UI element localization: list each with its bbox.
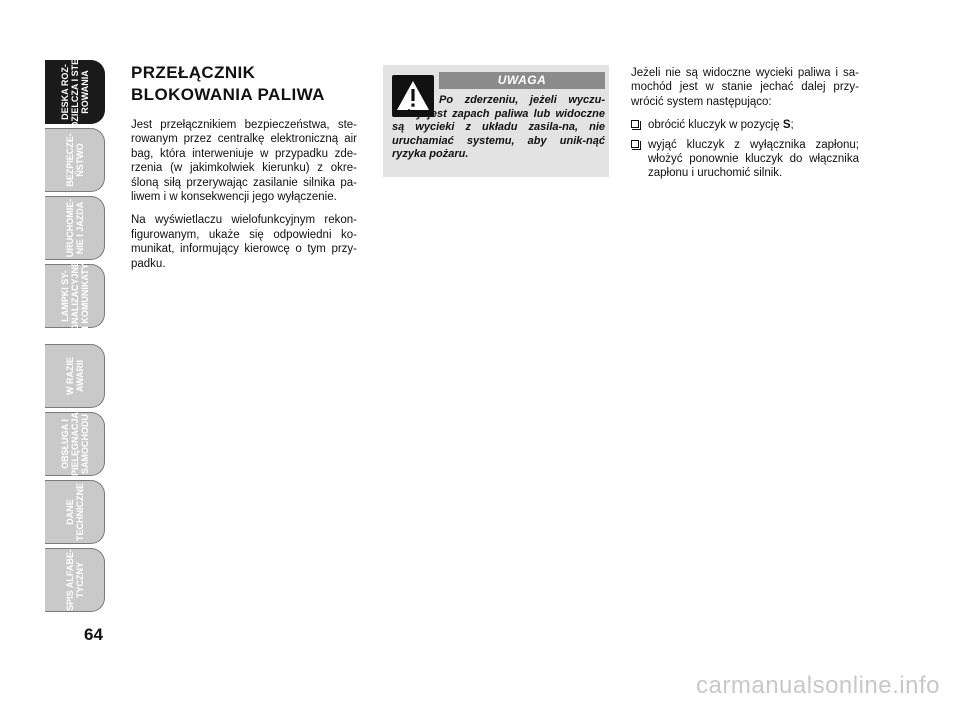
checkbox-bullet-icon (631, 120, 639, 128)
page-number: 64 (84, 625, 103, 644)
tab-spis-alfabetyczny[interactable] (45, 548, 105, 612)
tab-label: OBSŁUGA I PIELĘGNACJA SAMOCHODU (59, 411, 90, 477)
tab-uruchomienie[interactable] (45, 196, 105, 260)
warning-box (383, 65, 609, 177)
tab-bezpieczenstwo[interactable] (45, 128, 105, 192)
tab-label: W RAZIE AWARII (64, 357, 85, 395)
tab-w-razie-awarii[interactable] (45, 344, 105, 408)
tab-obsluga[interactable] (45, 412, 105, 476)
list-item (631, 118, 859, 132)
section-title: PRZEŁĄCZNIK BLOKOWANIA PALIWA (131, 63, 325, 104)
tab-lampki[interactable] (45, 260, 105, 332)
warning-title: UWAGA (439, 72, 605, 89)
tab-label: URUCHOMIE- NIE I JAZDA (64, 198, 85, 258)
left-column (131, 62, 357, 280)
step-text: obrócić kluczyk w pozycję (648, 119, 783, 132)
tab-label: DANE TECHNICZNE (64, 483, 85, 541)
key-position: S (782, 119, 791, 132)
list-item (631, 138, 859, 181)
tab-label: SPIS ALFABE- TYCZNY (64, 549, 85, 611)
right-column (631, 62, 859, 186)
step-suffix: ; (790, 119, 794, 132)
watermark: carmanualsonline.info (696, 672, 940, 699)
paragraph: Na wyświetlaczu wielofunkcyjnym rekon-figurowanym, ukaże się odpowiedni ko-munikat, informujący kierowcę o tym przy-padku. (131, 214, 357, 270)
tab-dane-techniczne[interactable] (45, 480, 105, 544)
tab-label: LAMPKI SY- GNALIZACYJNE I KOMUNIKATY (59, 260, 90, 332)
tab-label: BEZPIECZE- ŃSTWO (64, 133, 85, 187)
tab-deska-rozdzielcza[interactable] (45, 55, 105, 129)
paragraph: Jest przełącznikiem bezpieczeństwa, ste-rowanym przez centralkę elektroniczną air bag, która interweniuje w przypadku zde-rzenia (w jakimkolwiek kierunku) z okre-śloną siłą przerywając zasilanie silnika pa-liwem i w konsekwencji jego wyłączenie. (131, 119, 357, 204)
warning-text: Po zderzeniu, jeżeli wyczu-walny jest zapach paliwa lub widoczne są wycieki z układu zasila-na, nie uruchamiać systemu, aby unik-nąć ryzyka pożaru. (392, 94, 605, 161)
checkbox-bullet-icon (631, 140, 639, 148)
steps-list (631, 118, 859, 181)
intro-paragraph: Jeżeli nie są widoczne wycieki paliwa i sa-mochód jest w stanie jechać dalej przy-wrócić system następująco: (631, 67, 859, 108)
step-text: wyjąć kluczyk z wyłącznika zapłonu; włożyć ponownie kluczyk do włącznika zapłonu i uruchomić silnik. (648, 138, 859, 180)
tab-label: DESKA ROZ- DZIELCZA I STE- ROWANIA (59, 55, 90, 129)
